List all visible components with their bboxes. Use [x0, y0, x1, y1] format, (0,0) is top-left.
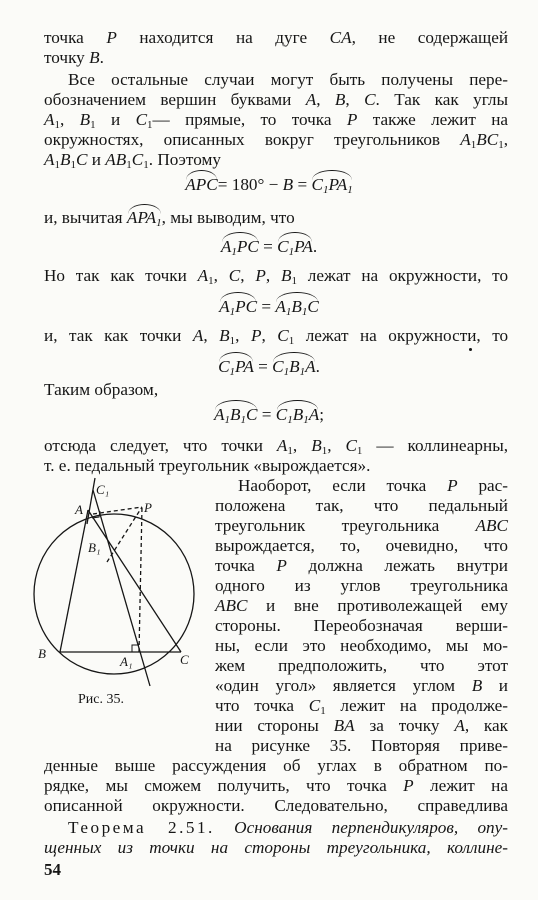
text-line: точка P находится на дуге CA, не содержащей [44, 28, 509, 47]
figure-caption: Рис. 35. [78, 692, 124, 707]
page-number: 54 [44, 860, 61, 879]
equation: $A_1PC = A_1B_1C$ [219, 297, 319, 318]
perp-pa1 [139, 507, 142, 652]
circumcircle [34, 514, 194, 674]
label-c: C [180, 652, 189, 667]
text-line: треугольник треугольника ABC [215, 516, 509, 535]
text-line: Но так как точки $A_1$, C, P, $B_1$ лежат на окружности, то [44, 266, 509, 287]
equation: $C_1PA = C_1B_1A$. [218, 357, 320, 378]
text-line: Теорема 2.51. Основания перпендикуляров, опу- [68, 818, 508, 837]
text-line: $A_1B_1C$ и $AB_1C_1$. Поэтому [44, 150, 221, 171]
text-line: ны, если это необходимо, мы мо- [215, 636, 508, 655]
text-line: точка P должна лежать внутри [215, 556, 509, 575]
stray-dot [469, 348, 472, 351]
text-line: рядке, мы сможем получить, что точка P лежит на [44, 776, 508, 795]
text-line: «один угол» является углом B и [215, 676, 508, 695]
label-b: B [38, 646, 46, 661]
perp-pc1 [93, 507, 142, 514]
text-line: одного из углов треугольника [215, 576, 508, 595]
text-line: стороны. Переобозначая верши- [215, 616, 508, 635]
text-line: и, вычитая $APA_1$, мы выводим, что [44, 208, 295, 229]
text-line: вырождается, то, очевидно, что [215, 536, 508, 555]
equation: $A_1B_1C = C_1B_1A$; [213, 405, 324, 426]
text-line: Наоборот, если точка P рас- [238, 476, 509, 495]
text-line: окружностях, описанных вокруг треугольников $A_1BC_1$, [44, 130, 509, 151]
label-a1: A₁ [120, 654, 133, 669]
text-line: обозначением вершин буквами A, B, C. Так как углы [44, 90, 509, 109]
text-line: Таким образом, [44, 380, 159, 399]
text-line: нии стороны BA за точку A, как [215, 716, 508, 735]
label-b1: B₁ [88, 540, 101, 555]
figure-35 [30, 476, 212, 688]
label-c1: C₁ [96, 482, 110, 497]
text-line: описанной окружности. Следовательно, справедлива [44, 796, 508, 815]
text-line: жем предположить, что этот [215, 656, 508, 675]
text-line: $A_1$, $B_1$ и $C_1—$ прямые, то точка P также лежит на [44, 110, 509, 131]
text-line: на рисунке 35. Повторяя приве- [215, 736, 508, 755]
equation: $A_1PC = C_1PA$. [220, 237, 318, 258]
text-line: т. е. педальный треугольник «вырождается». [44, 456, 371, 475]
text-line: что точка $C_1$ лежит на продолже- [215, 696, 509, 717]
text-line: ABC и вне противолежащей ему [215, 596, 509, 615]
text-line: Все остальные случаи могут быть получены пере- [68, 70, 508, 89]
text-line: отсюда следует, что точки $A_1$, $B_1$, $C_1$ — коллинеарны, [44, 436, 509, 457]
label-p: P [144, 500, 152, 515]
text-line: и, так как точки A, $B_1$, P, $C_1$ лежат на окружности, то [44, 326, 509, 347]
text-line: точку B. [44, 48, 104, 67]
text-line: положена так, что педальный [215, 496, 508, 515]
equation: $APC= 180^\circ - B = C_1PA_1$ [185, 175, 353, 196]
text-line: щенных из точки на стороны треугольника, коллине- [44, 838, 508, 857]
text-line: денные выше рассуждения об углах в обратном по- [44, 756, 508, 775]
label-a: A [75, 502, 83, 517]
